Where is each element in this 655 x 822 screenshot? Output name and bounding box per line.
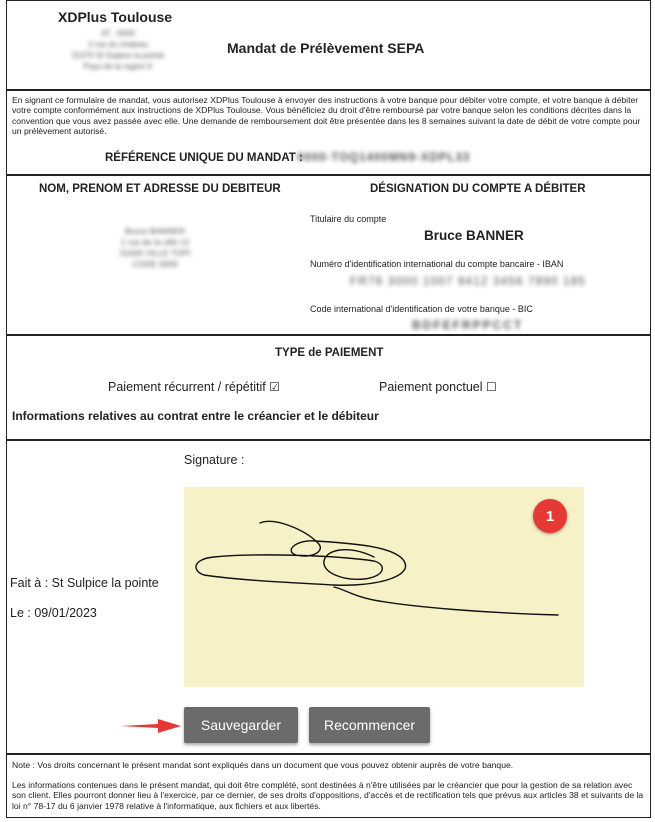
- divider: [6, 174, 651, 176]
- debtor-heading: NOM, PRENOM ET ADRESSE DU DEBITEUR: [39, 183, 281, 195]
- divider: [6, 334, 651, 336]
- creditor-address-line: AT : 0000: [101, 29, 135, 38]
- payment-heading: TYPE de PAIEMENT: [275, 347, 384, 359]
- step-badge: 1: [533, 499, 567, 533]
- creditor-address-line: Pays de la region fr: [83, 62, 153, 71]
- page-title: Mandat de Prélèvement SEPA: [227, 40, 425, 56]
- divider: [6, 439, 651, 441]
- reference-label: RÉFÉRENCE UNIQUE DU MANDAT :: [105, 152, 303, 164]
- note-rights: Note : Vos droits concernant le présent mandat sont expliqués dans un document que vous pouvez obtenir auprès de votre banque.: [12, 760, 514, 770]
- creditor-name: XDPlus Toulouse: [58, 9, 173, 25]
- creditor-address-line: 2 rue du chateau: [87, 40, 149, 49]
- account-heading: DÉSIGNATION DU COMPTE A DÉBITER: [370, 183, 586, 195]
- signature-date: Le : 09/01/2023: [10, 606, 97, 620]
- recurrent-label: Paiement récurrent / répétitif: [108, 380, 266, 394]
- note-privacy: Les informations contenues dans le présent mandat, qui doit être complété, sont destinées à n'être utilisées par le créancier que pour la gestion de sa relation avec son client. Elles pourront donner lieu à l'exercice, par ce dernier, de ses droits d'oppositions, d'accès et de rectification tels que prévus aux articles 38 et suivants de la loi n° 78-17 du 6 janvier 1978 relative à l'informatique, aux fichiers et aux libertés.: [12, 780, 644, 811]
- divider: [6, 753, 651, 755]
- single-checkbox[interactable]: ☐: [486, 380, 497, 394]
- signature-label: Signature :: [184, 453, 245, 467]
- save-button[interactable]: Sauvegarder: [184, 707, 298, 743]
- arrow-pointer-icon: [118, 716, 182, 736]
- creditor-address-line: 31370 St Sulpice la pointe: [71, 51, 165, 60]
- debtor-line: CODE 0000: [132, 259, 178, 269]
- contract-info: Informations relatives au contrat entre le créancier et le débiteur: [12, 409, 379, 423]
- debtor-line: 1 rue de la ville 12: [120, 237, 190, 247]
- single-label: Paiement ponctuel: [379, 380, 483, 394]
- reference-value: 0000-TOQ1400MN9-XDPL33: [297, 152, 471, 164]
- bic-value: BDFEFRPPCCT: [412, 318, 524, 332]
- debtor-line: 31000 VILLE TOPI: [119, 248, 191, 258]
- recurrent-option: [108, 380, 280, 394]
- creditor-address: [48, 28, 188, 72]
- holder-label: Titulaire du compte: [310, 214, 387, 224]
- signature-stroke: [184, 487, 584, 687]
- iban-label: Numéro d'identification international du compte bancaire - IBAN: [310, 259, 564, 269]
- iban-value: FR76 3000 1007 9412 3456 7890 185: [350, 274, 586, 288]
- bic-label: Code international d'identification de votre banque - BIC: [310, 304, 533, 314]
- reset-button[interactable]: Recommencer: [309, 707, 430, 743]
- holder-value: Bruce BANNER: [424, 228, 524, 243]
- debtor-address: [80, 226, 230, 270]
- single-option: [379, 380, 497, 394]
- debtor-line: Bruce BANNER: [125, 226, 185, 236]
- signature-place: Fait à : St Sulpice la pointe: [10, 576, 159, 590]
- intro-text: En signant ce formulaire de mandat, vous autorisez XDPlus Toulouse à envoyer des instructions à votre banque pour débiter votre compte, et votre banque à débiter votre compte conformément aux instructions de XDPlus Toulouse. Vous bénéficiez du droit d'être remboursé par votre banque selon les conditions décrites dans la convention que vous avez passée avec elle. Une demande de remboursement doit être présentée dans les 8 semaines suivant la date de débit de votre compte pour un prélèvement autorisé.: [12, 95, 641, 136]
- divider: [6, 89, 651, 91]
- signature-pad[interactable]: [184, 487, 584, 687]
- recurrent-checkbox[interactable]: ☑: [269, 380, 280, 394]
